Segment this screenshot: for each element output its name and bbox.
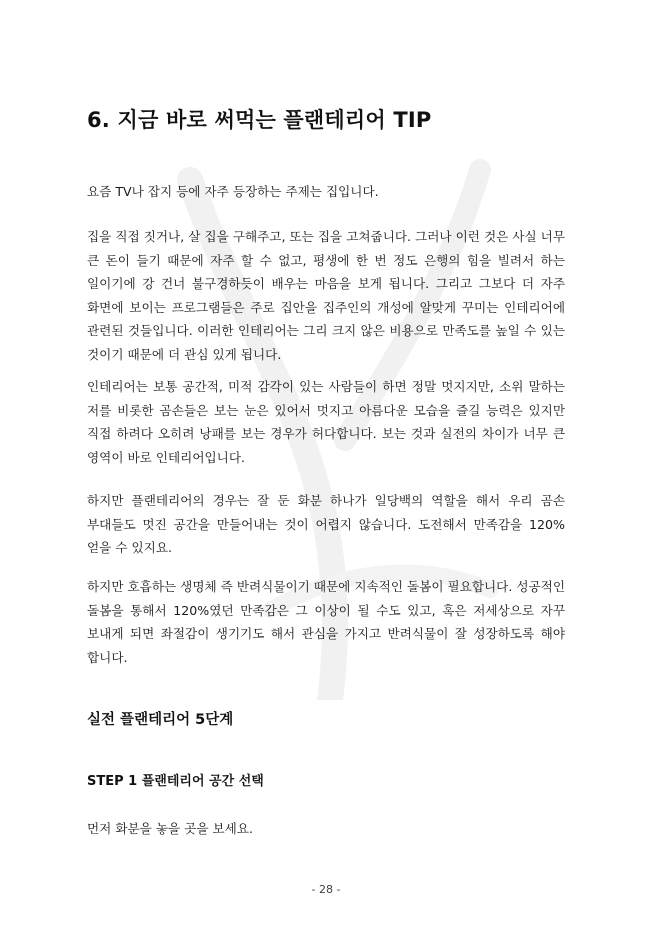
paragraph-home-tv: 집을 직접 짓거나, 살 집을 구해주고, 또는 집을 고쳐줍니다. 그러나 이런 것은 사실 너무 큰 돈이 들기 때문에 자주 할 수 없고, 평생에 한 번 정도 은행의 힘을 빌려서 하는 일이기에 강 건너 불구경하듯이 배우는 마음을 보게 됩니다. 그리고 그보다 더 자주 화면에 보이는 프로그램들은 주로 집안을 집주인의 개성에 알맞게 꾸미는 인테리어에 관련된 것들입니다. 이러한 인테리어는 그리 크지 않은 비용으로 만족도를 높일 수 있는 것이기 때문에 더 관심 있게 됩니다.: [87, 229, 565, 362]
step-heading: STEP 1 플랜테리어 공간 선택: [87, 774, 264, 789]
paragraph-intro: 요즘 TV나 잡지 등에 자주 등장하는 주제는 집입니다.: [87, 184, 379, 199]
paragraph-planterior: 하지만 플랜테리어의 경우는 잘 둔 화분 하나가 일당백의 역할을 해서 우리 곰손 부대들도 멋진 공간을 만들어내는 것이 어렵지 않습니다. 도전해서 만족감을 120% 얻을 수 있지요.: [87, 493, 565, 555]
paragraph-interior: 인테리어는 보통 공간적, 미적 감각이 있는 사람들이 하면 정말 멋지지만, 소위 말하는 저를 비롯한 곰손들은 보는 눈은 있어서 멋지고 아름다운 모습을 즐길 능력은 있지만 직접 하려다 오히려 낭패를 보는 경우가 허다합니다. 보는 것과 실전의 차이가 너무 큰 영역이 바로 인테리어입니다.: [87, 379, 565, 465]
step-text: 먼저 화분을 놓을 곳을 보세요.: [87, 821, 254, 836]
page-number: - 28 -: [311, 883, 341, 896]
section-heading: 실전 플랜테리어 5단계: [87, 712, 234, 728]
paragraph-care: 하지만 호흡하는 생명체 즉 반려식물이기 때문에 지속적인 돌봄이 필요합니다. 성공적인 돌봄을 통해서 120%였던 만족감은 그 이상이 될 수도 있고, 혹은 저세상으로 자꾸 보내게 되면 좌절감이 생기기도 해서 관심을 가지고 반려식물이 잘 성장하도록 해야 합니다.: [87, 579, 565, 665]
page-title: 6. 지금 바로 써먹는 플랜테리어 TIP: [87, 108, 432, 132]
